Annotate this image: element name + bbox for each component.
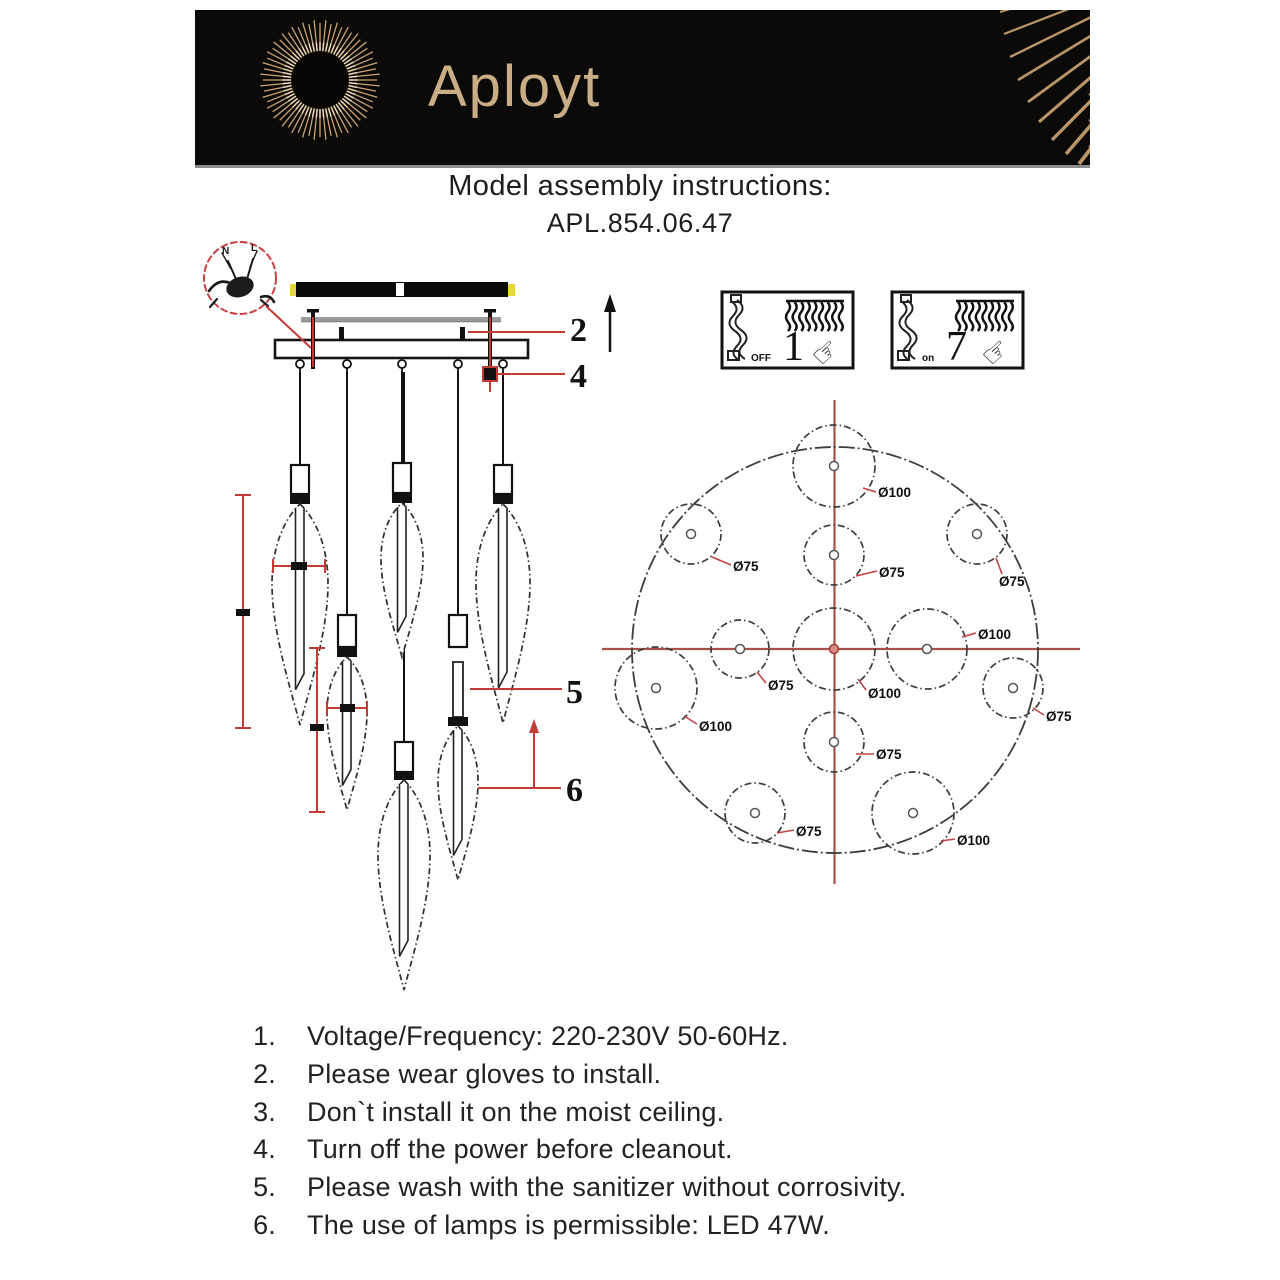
switch-times-label: 7 (946, 324, 967, 370)
list-item-text: Voltage/Frequency: 220-230V 50-60Hz. (307, 1021, 789, 1051)
list-item-text: The use of lamps is permissible: LED 47W. (307, 1209, 830, 1240)
pendant-lamp (476, 372, 530, 723)
list-item-number: 4. (253, 1134, 276, 1165)
plan-hole-center (751, 809, 760, 818)
callout-6: 6 (566, 772, 583, 809)
plan-hole-label: Ø100 (699, 719, 733, 734)
ceiling-plan-diagram (602, 400, 1080, 884)
pendant-socket (449, 615, 467, 647)
list-item (208, 1134, 1108, 1172)
switch-instruction-box-2 (892, 292, 1023, 375)
list-item (208, 1021, 1108, 1059)
list-item-number: 6. (253, 1209, 276, 1240)
plan-hole (793, 608, 901, 701)
pendant-socket (395, 742, 413, 772)
plan-hole-center (1009, 684, 1018, 693)
plan-hole-leader (858, 679, 866, 690)
plan-hole-leader (1033, 708, 1044, 715)
pendant-socket-band (290, 494, 310, 504)
pendant-led-rod (454, 730, 463, 855)
direction-arrow-up (604, 294, 616, 352)
switch-instruction-box-1 (722, 292, 853, 375)
logo-ray-bright (316, 42, 317, 51)
pendant-socket (338, 615, 356, 647)
wiring-detail-callout (204, 242, 276, 314)
plan-hole-center (909, 809, 918, 818)
callout-5: 5 (566, 674, 583, 711)
pointing-hand-icon: ☞ (804, 330, 848, 375)
pendant-lamp (381, 372, 423, 657)
plan-hole-label: Ø75 (796, 824, 822, 839)
mounting-plate (301, 317, 501, 322)
banner-ray (1090, 0, 1252, 122)
list-item-number: 5. (253, 1172, 276, 1203)
logo-ray-bright (323, 109, 324, 118)
plan-hole (725, 783, 822, 843)
plan-hole-center (830, 645, 839, 654)
cord-gland (343, 360, 351, 368)
pointing-hand-icon: ☞ (974, 330, 1018, 375)
bar-tip-left (290, 284, 297, 296)
plan-hole (872, 772, 990, 854)
switch-state-label: on (922, 353, 935, 364)
callout-2: 2 (570, 312, 587, 349)
pendant-socket (494, 465, 512, 494)
switch-state-label: OFF (751, 353, 771, 364)
banner-ray (1090, 0, 1252, 168)
plan-hole-label: Ø75 (768, 678, 794, 693)
pendant-socket (393, 463, 411, 493)
plan-hole-center (830, 551, 839, 560)
plan-hole-center (652, 684, 661, 693)
cord-gland (398, 360, 406, 368)
plan-hole-leader (996, 558, 1002, 574)
pendant-lamp (327, 372, 367, 810)
list-item (208, 1097, 1108, 1135)
instruction-list (208, 1021, 1108, 1248)
bar-tip-right (508, 284, 515, 296)
cord-gland (296, 360, 304, 368)
canopy-assembly (275, 282, 616, 373)
header-banner (195, 0, 1252, 168)
brand-name: Aployt (428, 54, 602, 119)
plan-hole-center (830, 462, 839, 471)
pendant-led-rod (296, 508, 305, 690)
pendant-lamp (438, 372, 478, 880)
logo-core (293, 53, 347, 107)
plan-hole-center (736, 645, 745, 654)
plan-hole (983, 658, 1072, 724)
bar-center-gap (396, 283, 404, 296)
switch-times-label: 1 (783, 324, 804, 370)
callout-6-leader (478, 719, 561, 788)
model-number: APL.854.06.47 (546, 208, 734, 238)
pendant-socket (291, 465, 309, 494)
plan-hole-leader (941, 839, 955, 841)
pendant-led-rod (400, 784, 409, 956)
logo-ray-bright (316, 109, 317, 118)
list-item-text: Turn off the power before cleanout. (307, 1134, 733, 1165)
callout-4: 4 (570, 358, 587, 395)
logo-ray-bright (349, 76, 358, 77)
plan-hole-label: Ø100 (957, 833, 991, 848)
page-title: Model assembly instructions: (448, 170, 832, 202)
pendant-led-rod (343, 661, 352, 786)
pendant-socket-band (392, 493, 412, 503)
plan-hole-label: Ø75 (876, 747, 902, 762)
banner-ray (1066, 0, 1252, 154)
logo-ray-bright (282, 76, 291, 77)
pendant-lamps (272, 372, 530, 990)
plan-hole-center (830, 738, 839, 747)
plan-hole-center (973, 530, 982, 539)
list-item-number: 3. (253, 1096, 276, 1127)
banner-ray (1090, 0, 1252, 148)
list-item-text: Don`t install it on the moist ceiling. (307, 1096, 725, 1127)
part-4-marker (483, 367, 497, 381)
plan-lamp-holes (615, 425, 1072, 854)
plan-hole (804, 712, 902, 772)
list-item (208, 1172, 1108, 1210)
logo-ray-bright (282, 83, 291, 84)
pendant-socket-band (448, 717, 468, 726)
list-item-text: Please wash with the sanitizer without corrosivity. (307, 1172, 907, 1203)
list-item (208, 1059, 1108, 1097)
cord-gland (499, 360, 507, 368)
pendant-lamp (272, 372, 328, 725)
plan-hole-leader (757, 672, 766, 683)
list-item (208, 1210, 1108, 1248)
plan-hole-center (687, 530, 696, 539)
plan-hole (711, 620, 794, 693)
pendant-led-rod (398, 507, 407, 632)
logo-ray-bright (323, 42, 324, 51)
plan-hole-label: Ø100 (978, 627, 1012, 642)
list-item-number: 2. (253, 1058, 276, 1089)
wire-l-label: L (251, 243, 258, 254)
banner-bottom-edge (195, 165, 1090, 168)
title-block (0, 170, 1280, 239)
pendant-led-rod (499, 508, 508, 688)
plan-hole-leader (863, 488, 876, 492)
pendant-inner-tube (453, 662, 463, 717)
banner-ray (1090, 0, 1252, 96)
plan-hole-label: Ø100 (868, 686, 902, 701)
callout-numbers (566, 312, 587, 809)
plan-hole-label: Ø75 (999, 574, 1025, 589)
cord-glands (296, 360, 507, 373)
pendant-socket-band (337, 647, 357, 657)
plan-hole-label: Ø75 (733, 559, 759, 574)
logo-ray-bright (349, 83, 358, 84)
plan-hole-label: Ø100 (878, 485, 912, 500)
list-item-text: Please wear gloves to install. (307, 1058, 662, 1089)
list-item-number: 1. (253, 1021, 276, 1051)
cord-gland (454, 360, 462, 368)
pendant-socket-band (394, 772, 414, 780)
plan-hole (793, 425, 911, 507)
plan-hole-leader (684, 716, 697, 724)
plan-hole-center (923, 645, 932, 654)
pendant-socket-band (493, 494, 513, 504)
banner-ray (1079, 0, 1252, 164)
plan-hole (804, 525, 905, 585)
plan-hole-leader (712, 557, 731, 565)
plan-hole-label: Ø75 (1046, 709, 1072, 724)
wire-n-label: N (222, 246, 230, 257)
plan-hole-label: Ø75 (879, 565, 905, 580)
plan-hole (661, 504, 759, 574)
plan-hole (947, 504, 1025, 589)
